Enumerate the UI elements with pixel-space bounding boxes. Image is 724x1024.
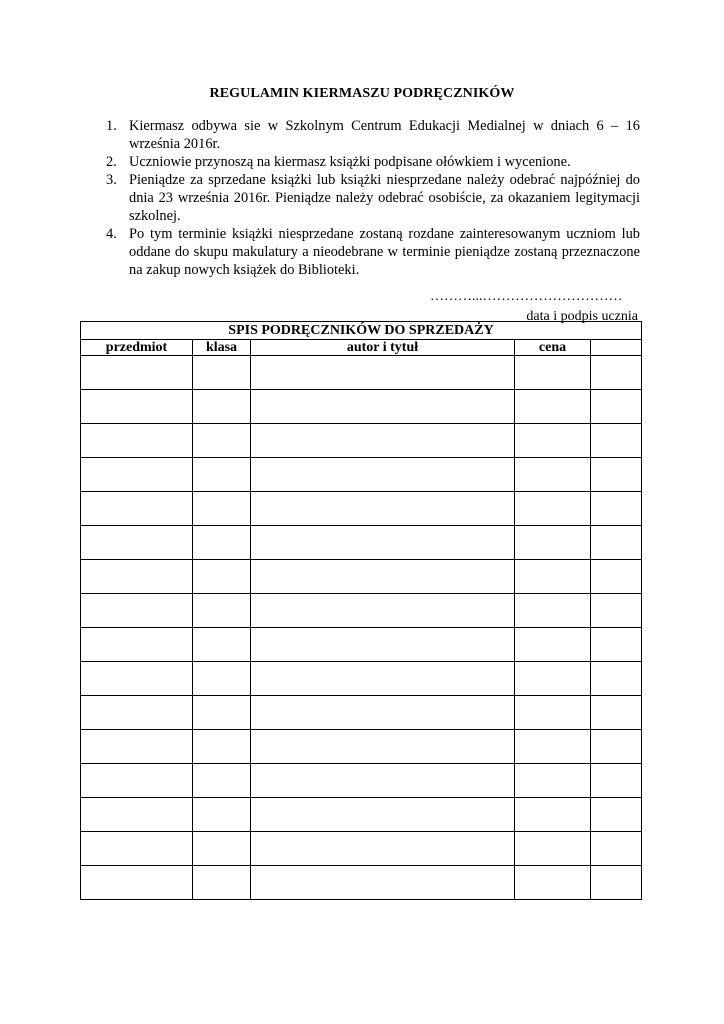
cell-extra bbox=[591, 492, 642, 526]
cell-extra bbox=[591, 662, 642, 696]
cell-cena bbox=[515, 832, 591, 866]
cell-autor-i-tytul bbox=[251, 458, 515, 492]
cell-extra bbox=[591, 424, 642, 458]
cell-przedmiot bbox=[81, 730, 193, 764]
cell-autor-i-tytul bbox=[251, 832, 515, 866]
table-row bbox=[81, 492, 642, 526]
table-row bbox=[81, 798, 642, 832]
cell-autor-i-tytul bbox=[251, 390, 515, 424]
cell-cena bbox=[515, 798, 591, 832]
cell-klasa bbox=[193, 832, 251, 866]
page-title: REGULAMIN KIERMASZU PODRĘCZNIKÓW bbox=[209, 86, 515, 101]
cell-przedmiot bbox=[81, 492, 193, 526]
table-row bbox=[81, 730, 642, 764]
table-row bbox=[81, 832, 642, 866]
cell-przedmiot bbox=[81, 866, 193, 900]
cell-klasa bbox=[193, 492, 251, 526]
column-header-autor-i-tytul: autor i tytuł bbox=[251, 340, 515, 356]
cell-cena bbox=[515, 560, 591, 594]
table-row bbox=[81, 526, 642, 560]
column-header-cena: cena bbox=[515, 340, 591, 356]
cell-cena bbox=[515, 424, 591, 458]
cell-przedmiot bbox=[81, 764, 193, 798]
cell-cena bbox=[515, 390, 591, 424]
cell-extra bbox=[591, 866, 642, 900]
rule-text: Kiermasz odbywa sie w Szkolnym Centrum Edukacji Medialnej w dniach 6 – 16 września 2016r. bbox=[129, 118, 640, 152]
table-row bbox=[81, 356, 642, 390]
books-table bbox=[80, 321, 642, 900]
rule-item bbox=[106, 117, 640, 153]
table-title-row bbox=[81, 322, 642, 340]
cell-autor-i-tytul bbox=[251, 662, 515, 696]
cell-przedmiot bbox=[81, 798, 193, 832]
cell-klasa bbox=[193, 390, 251, 424]
cell-extra bbox=[591, 764, 642, 798]
cell-cena bbox=[515, 594, 591, 628]
column-header-przedmiot: przedmiot bbox=[81, 340, 193, 356]
cell-przedmiot bbox=[81, 560, 193, 594]
cell-cena bbox=[515, 764, 591, 798]
table-row bbox=[81, 458, 642, 492]
table-title: SPIS PODRĘCZNIKÓW DO SPRZEDAŻY bbox=[81, 322, 642, 340]
rule-item bbox=[106, 153, 640, 171]
table-row bbox=[81, 662, 642, 696]
cell-przedmiot bbox=[81, 424, 193, 458]
cell-autor-i-tytul bbox=[251, 492, 515, 526]
cell-przedmiot bbox=[81, 526, 193, 560]
signature-line: ………...………………………… bbox=[430, 289, 623, 304]
cell-extra bbox=[591, 798, 642, 832]
table-row bbox=[81, 866, 642, 900]
table-row bbox=[81, 560, 642, 594]
cell-cena bbox=[515, 662, 591, 696]
cell-klasa bbox=[193, 526, 251, 560]
cell-cena bbox=[515, 356, 591, 390]
cell-autor-i-tytul bbox=[251, 798, 515, 832]
cell-przedmiot bbox=[81, 628, 193, 662]
rule-number: 2. bbox=[106, 154, 117, 170]
cell-klasa bbox=[193, 628, 251, 662]
cell-extra bbox=[591, 526, 642, 560]
cell-przedmiot bbox=[81, 594, 193, 628]
cell-klasa bbox=[193, 866, 251, 900]
cell-cena bbox=[515, 730, 591, 764]
rules-list bbox=[106, 117, 640, 279]
cell-extra bbox=[591, 730, 642, 764]
cell-przedmiot bbox=[81, 696, 193, 730]
rule-text: Po tym terminie książki niesprzedane zostaną rozdane zainteresowanym uczniom lub oddane do skupu makulatury a nieodebrane w terminie pieniądze zostaną przeznaczone na zakup nowych książek do Biblioteki. bbox=[129, 226, 640, 278]
cell-cena bbox=[515, 866, 591, 900]
cell-klasa bbox=[193, 424, 251, 458]
rule-item bbox=[106, 225, 640, 279]
cell-autor-i-tytul bbox=[251, 696, 515, 730]
cell-przedmiot bbox=[81, 458, 193, 492]
rule-number: 1. bbox=[106, 118, 117, 134]
signature-caption: data i podpis ucznia bbox=[526, 309, 638, 324]
rule-number: 3. bbox=[106, 172, 117, 188]
cell-cena bbox=[515, 628, 591, 662]
cell-extra bbox=[591, 560, 642, 594]
cell-cena bbox=[515, 696, 591, 730]
rule-text: Pieniądze za sprzedane książki lub książki niesprzedane należy odebrać najpóźniej do dnia 23 września 2016r. Pieniądze należy odebrać osobiście, za okazaniem legitymacji szkolnej. bbox=[129, 172, 640, 224]
cell-extra bbox=[591, 458, 642, 492]
cell-klasa bbox=[193, 356, 251, 390]
cell-cena bbox=[515, 492, 591, 526]
cell-przedmiot bbox=[81, 662, 193, 696]
cell-przedmiot bbox=[81, 832, 193, 866]
cell-klasa bbox=[193, 662, 251, 696]
cell-autor-i-tytul bbox=[251, 526, 515, 560]
cell-autor-i-tytul bbox=[251, 764, 515, 798]
cell-przedmiot bbox=[81, 390, 193, 424]
cell-klasa bbox=[193, 798, 251, 832]
cell-autor-i-tytul bbox=[251, 730, 515, 764]
cell-cena bbox=[515, 526, 591, 560]
cell-cena bbox=[515, 458, 591, 492]
rule-number: 4. bbox=[106, 226, 117, 242]
cell-autor-i-tytul bbox=[251, 866, 515, 900]
cell-przedmiot bbox=[81, 356, 193, 390]
cell-autor-i-tytul bbox=[251, 594, 515, 628]
cell-klasa bbox=[193, 730, 251, 764]
cell-extra bbox=[591, 628, 642, 662]
cell-autor-i-tytul bbox=[251, 628, 515, 662]
cell-klasa bbox=[193, 458, 251, 492]
table-row bbox=[81, 594, 642, 628]
rule-text: Uczniowie przynoszą na kiermasz książki podpisane ołówkiem i wycenione. bbox=[129, 154, 571, 170]
table-row bbox=[81, 628, 642, 662]
cell-extra bbox=[591, 356, 642, 390]
cell-autor-i-tytul bbox=[251, 356, 515, 390]
cell-autor-i-tytul bbox=[251, 560, 515, 594]
cell-extra bbox=[591, 696, 642, 730]
cell-autor-i-tytul bbox=[251, 424, 515, 458]
cell-extra bbox=[591, 390, 642, 424]
table-header-row bbox=[81, 340, 642, 356]
cell-extra bbox=[591, 594, 642, 628]
table-row bbox=[81, 390, 642, 424]
cell-klasa bbox=[193, 696, 251, 730]
rule-item bbox=[106, 171, 640, 225]
cell-klasa bbox=[193, 594, 251, 628]
column-header-extra bbox=[591, 340, 642, 356]
cell-extra bbox=[591, 832, 642, 866]
table-row bbox=[81, 764, 642, 798]
column-header-klasa: klasa bbox=[193, 340, 251, 356]
cell-klasa bbox=[193, 764, 251, 798]
cell-klasa bbox=[193, 560, 251, 594]
table-row bbox=[81, 696, 642, 730]
table-row bbox=[81, 424, 642, 458]
